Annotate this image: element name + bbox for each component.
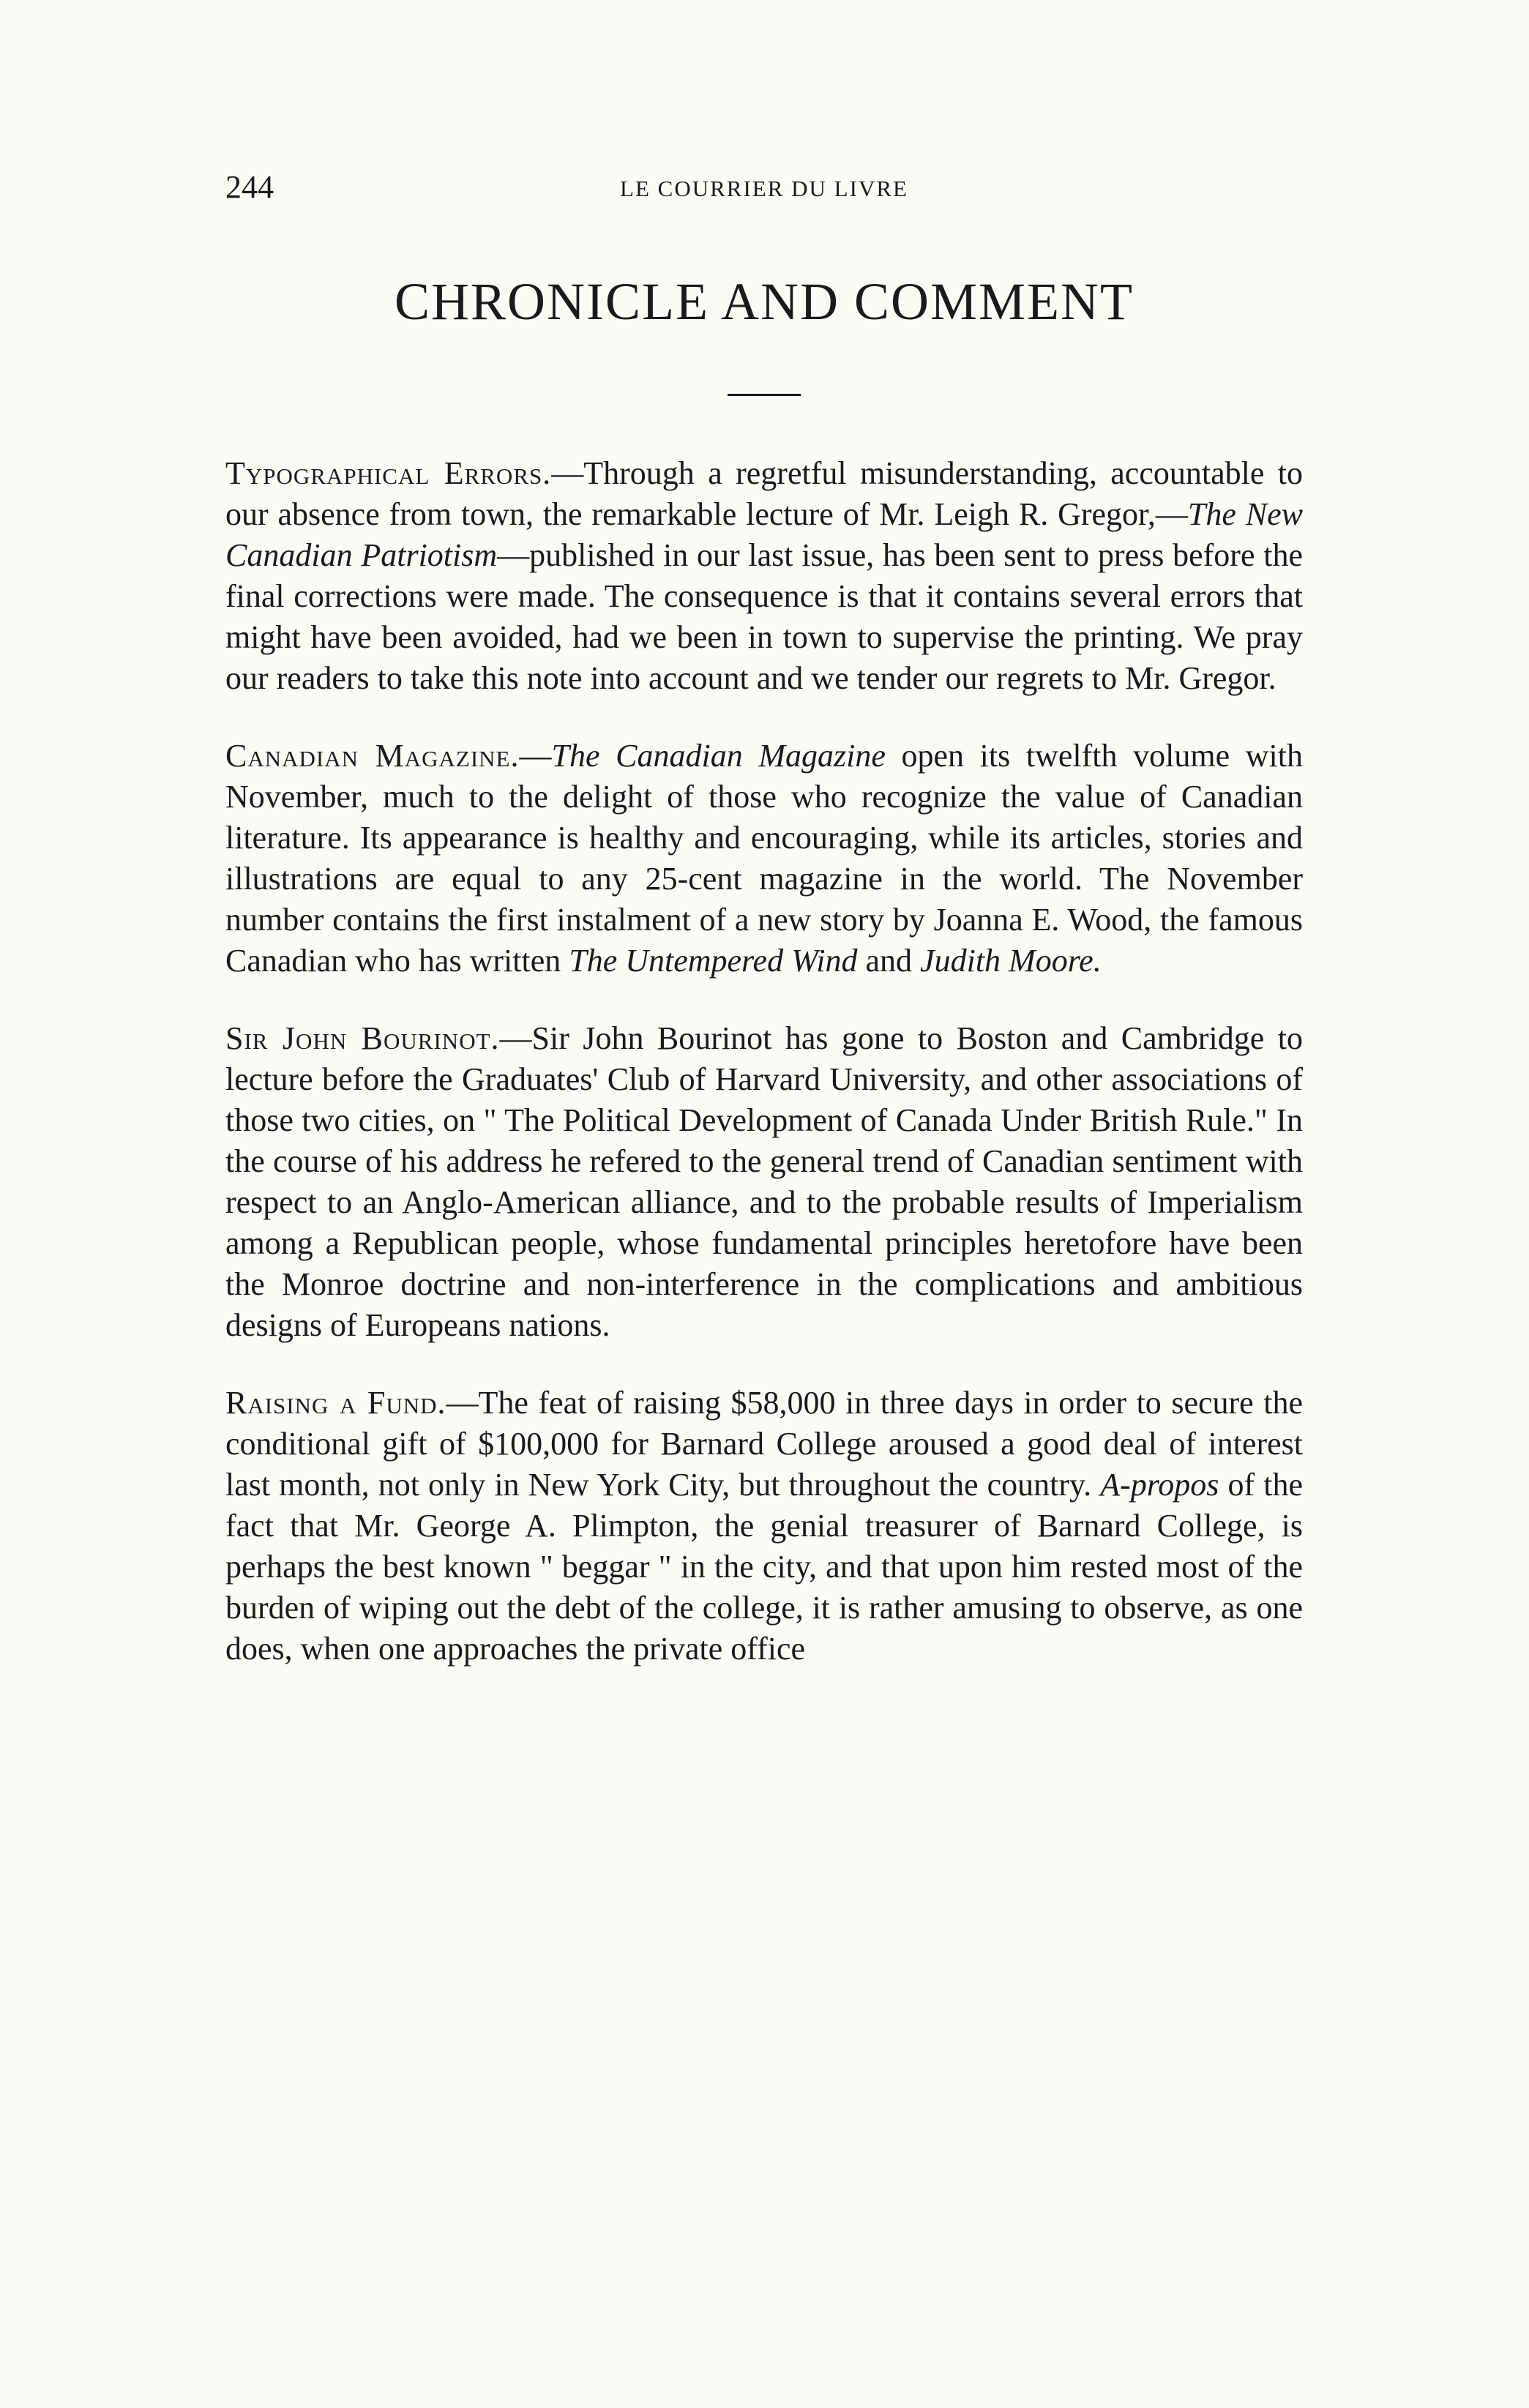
paragraph-text: —Through a regretful misunderstanding, accountable to our absence from town, the remarkable lecture of Mr. Leigh R. Gregor,— <box>225 455 1303 532</box>
run-in-heading: Canadian Magazine. <box>225 738 520 774</box>
paragraph-canadian-magazine <box>225 736 1303 981</box>
book-page <box>225 168 1303 1706</box>
paragraph-text: of the fact that Mr. George A. Plimpton, the genial treasurer of Barnard College, is perhaps the best known " beggar " in the city, and that upon him rested most of the burden of wiping out the debt of the college, it is rather amusing to observe, as one does, when one approaches the private office <box>225 1467 1304 1667</box>
italic-title: The New Canadian Patriotism <box>225 496 1303 573</box>
italic-title: Judith Moore. <box>920 943 1102 979</box>
section-title: CHRONICLE AND COMMENT <box>394 272 1134 331</box>
italic-phrase: A-propos <box>1100 1467 1219 1503</box>
title-rule <box>728 394 801 396</box>
page-number: 244 <box>225 169 274 205</box>
paragraph-text: and <box>857 943 921 979</box>
paragraph-sir-john-bourinot <box>225 1018 1303 1346</box>
paragraph-text: —Sir John Bourinot has gone to Boston and Cambridge to lecture before the Graduates' Club of Harvard University, and other associations of those two cities, on " The Political Development of Canada Under British Rule." In the course of his address he refered to the general trend of Canadian sentiment with respect to an Anglo-American alliance, and to the probable results of Imperialism among a Republican people, whose fundamental principles heretofore have been the Monroe doctrine and non-interference in the complications and ambitious designs of Europeans nations. <box>225 1020 1303 1343</box>
journal-title: LE COURRIER DU LIVRE <box>620 176 908 201</box>
italic-title: The Untempered Wind <box>569 943 858 979</box>
paragraph-text: —The feat of raising $58,000 in three days in order to secure the conditional gift of $100,000 for Barnard College aroused a good deal of interest last month, not only in New York City, but throughout the country. <box>225 1385 1303 1503</box>
paragraph-text: —published in our last issue, has been sent to press before the final corrections were made. The consequence is that it contains several errors that might have been avoided, had we been in town to supervise the printing. We pray our readers to take this note into account and we tender our regrets to Mr. Gregor. <box>225 537 1303 696</box>
paragraph-text: — <box>519 738 552 774</box>
italic-title: The Canadian Magazine <box>551 738 886 774</box>
article-body <box>225 453 1303 1669</box>
run-in-heading: Raising a Fund. <box>225 1385 446 1421</box>
running-head <box>225 168 1303 212</box>
paragraph-typographical-errors <box>225 453 1303 699</box>
run-in-heading: Sir John Bourinot. <box>225 1020 500 1056</box>
paragraph-text: open its twelfth volume with November, much to the delight of those who recognize the value of Canadian literature. Its appearance is healthy and encouraging, while its articles, stories and illustrations are equal to any 25-cent magazine in the world. The November number contains the first instalment of a new story by Joanna E. Wood, the famous Canadian who has written <box>225 738 1303 979</box>
run-in-heading: Typographical Errors. <box>225 455 552 491</box>
paragraph-raising-a-fund <box>225 1383 1303 1669</box>
